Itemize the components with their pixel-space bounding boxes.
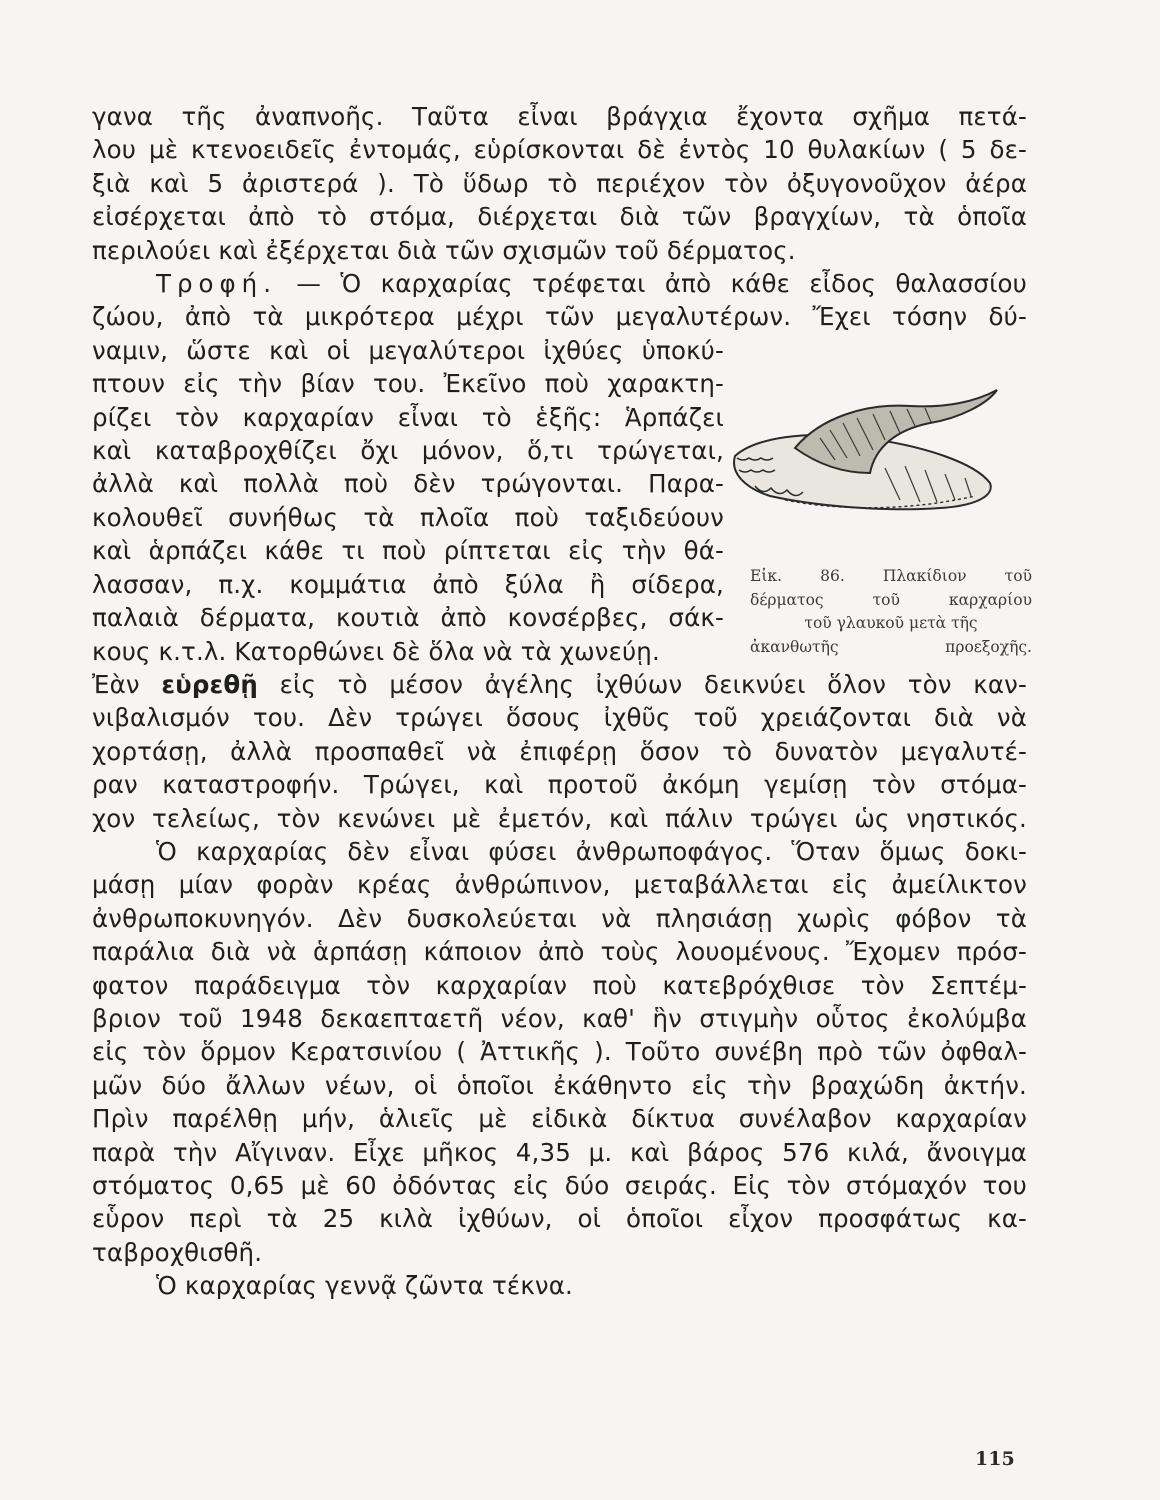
text-line: ἀνθρωποκυνηγόν. Δὲν δυσκολεύεται νὰ πλησιάσῃ χωρὶς φόβον τὰ	[92, 903, 1027, 933]
text-line: στόματος 0,65 μὲ 60 ὀδόντας εἰς δύο σειράς. Εἰς τὸν στόμαχόν του	[92, 1171, 1027, 1200]
text-line: εἰσέρχεται ἀπὸ τὸ στόμα, διέρχεται διὰ τῶν βραγχίων, τὰ ὁποῖα	[92, 202, 1027, 232]
text-line: λασσαν, π.χ. κομμάτια ἀπὸ ξύλα ἢ σίδερα,	[92, 569, 724, 599]
text-line: εὗρον περὶ τὰ 25 κιλὰ ἰχθύων, οἱ ὁποῖοι εἶχον προσφάτως κα-	[92, 1204, 1027, 1234]
text-line-ean	[92, 668, 1027, 701]
text-line: ναμιν, ὥστε καὶ οἱ μεγαλύτεροι ἰχθύες ὑποκύ-	[92, 335, 724, 365]
text-line: χον τελείως, τὸν κενώνει μὲ ἐμετόν, καὶ πάλιν τρώγει ὡς νηστικός.	[92, 803, 1027, 833]
text-line: γανα τῆς ἀναπνοῆς. Ταῦτα εἶναι βράγχια ἔχοντα σχῆμα πετά-	[92, 102, 1027, 131]
word-ean: Ἐὰν	[92, 669, 140, 699]
text-line: ρίζει τὸν καρχαρίαν εἶναι τὸ ἑξῆς: Ἁρπάζει	[92, 402, 724, 432]
text-line: ραν καταστροφήν. Τρώγει, καὶ προτοῦ ἀκόμη γεμίσῃ τὸν στόμα-	[92, 770, 1027, 800]
body-text	[92, 100, 1027, 1303]
text-line: ζώου, ἀπὸ τὰ μικρότερα μέχρι τῶν μεγαλυτέρων. Ἔχει τόσην δύ-	[92, 302, 1027, 332]
figure-shark-placoid-scale	[725, 378, 1025, 528]
text-line: πτουν εἰς τὴν βίαν του. Ἐκεῖνο ποὺ χαρακτη-	[92, 369, 724, 399]
ean-rest-text: εἰς τὸ μέσον ἀγέλης ἰχθύων δεικνύει ὅλον τὸν καν-	[279, 669, 1027, 699]
trofi-text: — Ὁ καρχαρίας τρέφεται ἀπὸ κάθε εἶδος θαλασσίου	[276, 269, 1027, 299]
text-line: μάσῃ μίαν φορὰν κρέας ἀνθρώπινον, μεταβάλλεται εἰς ἀμείλικτον	[92, 870, 1027, 900]
text-line: καὶ ἁρπάζει κάθε τι ποὺ ρίπτεται εἰς τὴν θά-	[92, 536, 724, 566]
shark-scale-illustration	[725, 378, 1025, 528]
text-line: νιβαλισμόν του. Δὲν τρώγει ὅσους ἰχθῦς τοῦ χρειάζονται διὰ νὰ	[92, 703, 1027, 733]
text-line: χορτάσῃ, ἀλλὰ προσπαθεῖ νὰ ἐπιφέρῃ ὅσον τὸ δυνατὸν μεγαλυτέ-	[92, 736, 1027, 766]
text-line: καὶ καταβροχθίζει ὄχι μόνον, ὅ,τι τρώγεται,	[92, 436, 724, 466]
text-line-final: Ὁ καρχαρίας γεννᾷ ζῶντα τέκνα.	[156, 1271, 573, 1301]
page-number: 115	[975, 1448, 1015, 1470]
caption-line: τοῦ γλαυκοῦ μετὰ τῆς	[804, 614, 978, 632]
text-line: παλαιὰ δέρματα, κουτιὰ ἀπὸ κονσέρβες, σάκ-	[92, 603, 724, 633]
text-line: εἰς τὸν ὅρμον Κερατσινίου ( Ἀττικῆς ). Τοῦτο συνέβη πρὸ τῶν ὀφθαλ-	[92, 1037, 1027, 1067]
text-line: κολουθεῖ συνήθως τὰ πλοῖα ποὺ ταξιδεύουν	[92, 502, 724, 532]
wrapped-text-block	[92, 334, 724, 668]
section-heading-trofi: Τροφή.	[156, 269, 277, 299]
text-line: περιλούει καὶ ἐξέρχεται διὰ τῶν σχισμῶν τοῦ δέρματος.	[92, 235, 796, 265]
text-line: ταβροχθισθῆ.	[92, 1237, 263, 1267]
caption-line: ἀκανθωτῆς προεξοχῆς.	[750, 637, 1032, 656]
text-line: Ὁ καρχαρίας δὲν εἶναι φύσει ἀνθρωποφάγος. Ὅταν ὅμως δοκι-	[156, 836, 1027, 866]
text-line: λου μὲ κτενοειδεῖς ἐντομάς, εὑρίσκονται δὲ ἐντὸς 10 θυλακίων ( 5 δε-	[92, 135, 1027, 165]
text-line: κους κ.τ.λ. Κατορθώνει δὲ ὅλα νὰ τὰ χωνεύῃ.	[92, 636, 660, 666]
text-line: παρὰ τὴν Αἴγιναν. Εἶχε μῆκος 4,35 μ. καὶ βάρος 576 κιλά, ἄνοιγμα	[92, 1137, 1027, 1167]
text-line: παράλια διὰ νὰ ἁρπάσῃ κάποιον ἀπὸ τοὺς λουομένους. Ἔχομεν πρόσ-	[92, 937, 1027, 967]
text-line: ξιὰ καὶ 5 ἀριστερά ). Τὸ ὕδωρ τὸ περιέχον τὸν ὀξυγονοῦχον ἀέρα	[92, 168, 1027, 198]
bold-word-eurethi: εὑρεθῇ	[161, 669, 258, 699]
text-line: φατον παράδειγμα τὸν καρχαρίαν ποὺ κατεβρόχθισε τὸν Σεπτέμ-	[92, 970, 1027, 1000]
text-line: βριον τοῦ 1948 δεκαεπταετῆ νέον, καθ' ἣν στιγμὴν οὗτος ἐκολύμβα	[92, 1003, 1027, 1033]
text-line: ἀλλὰ καὶ πολλὰ ποὺ δὲν τρώγονται. Παρα-	[92, 469, 724, 499]
caption-line: Εἰκ. 86. Πλακίδιον τοῦ	[750, 567, 1032, 585]
figure-caption	[750, 565, 1032, 659]
text-line: Πρὶν παρέλθῃ μήν, ἁλιεῖς μὲ εἰδικὰ δίκτυα συνέλαβον καρχαρίαν	[92, 1104, 1027, 1134]
text-line-trofi	[92, 267, 1027, 300]
text-line: μῶν δύο ἄλλων νέων, οἱ ὁποῖοι ἐκάθηντο εἰς τὴν βραχώδη ἀκτήν.	[92, 1070, 1027, 1100]
caption-line: δέρματος τοῦ καρχαρίου	[750, 590, 1032, 609]
